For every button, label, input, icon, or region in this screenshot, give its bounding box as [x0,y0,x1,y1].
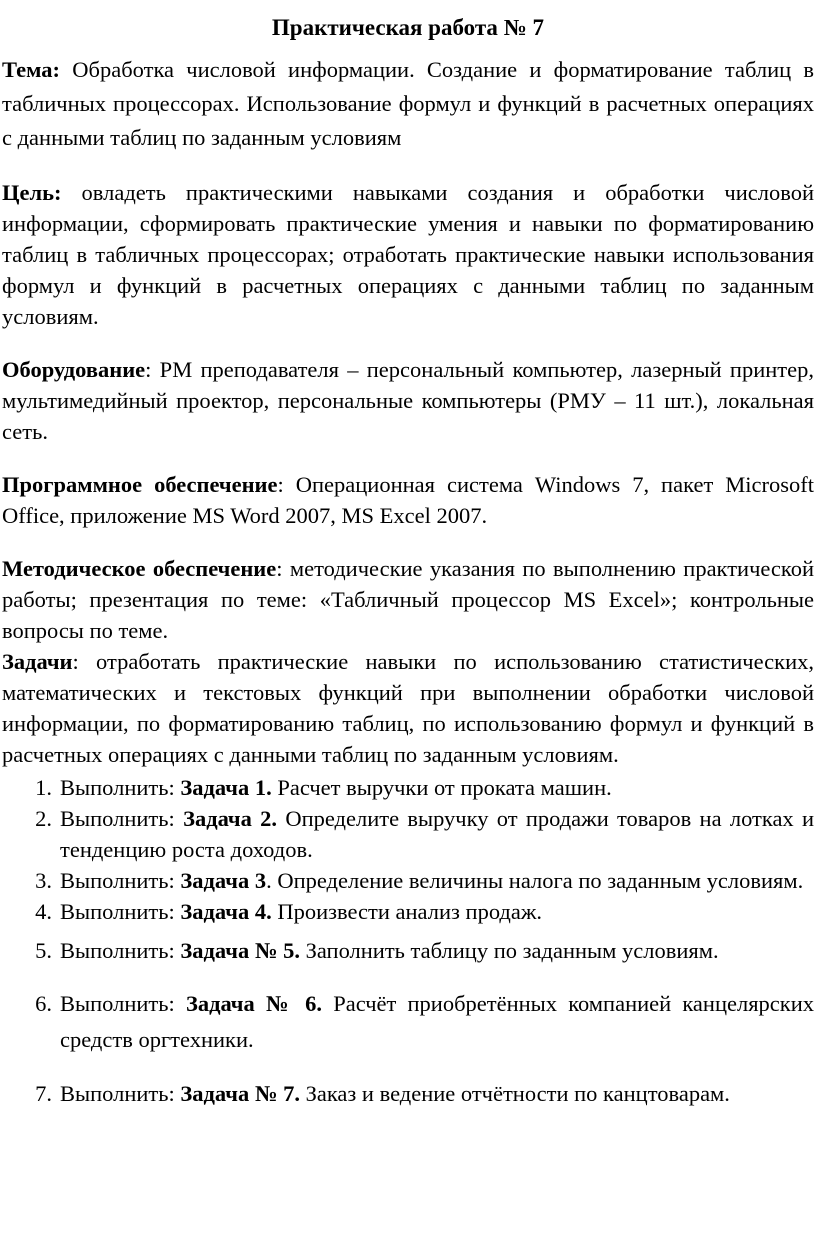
list-item-text: Произвести анализ продаж. [271,899,543,924]
list-item-task-title: Задача № 5. [180,938,300,963]
list-item-number: 1. [35,775,52,800]
list-item-prefix: Выполнить: [60,991,186,1016]
list-item [2,935,814,966]
topic-label: Тема: [2,57,61,82]
list-item-task-title: Задача 1. [180,775,272,800]
list-item-task-title: Задача 2. [183,806,278,831]
page-title: Практическая работа № 7 [271,15,545,40]
list-item [2,865,814,896]
goal-paragraph [2,177,814,332]
methods-label: Методическое обеспечение [2,556,277,581]
tasks-text: : отработать практические навыки по использованию статистических, математических и текстовых функций при выполнении обработки числовой информации, по форматированию таблиц, по использованию формул и функций в расчетных операциях с данными таблиц по заданным условиям. [2,649,814,767]
list-item [2,772,814,803]
list-item-prefix: Выполнить: [60,868,181,893]
task-list [2,772,814,1109]
list-item [2,986,814,1058]
methods-text: : методические указания по выполнению практической работы; презентация по теме: «Табличный процессор MS Excel»; контрольные вопросы по теме. [2,556,814,643]
equipment-label: Оборудование [2,357,146,382]
list-item-number: 4. [35,899,52,924]
list-item [2,803,814,865]
list-item-text: . Определение величины налога по заданным условиям. [266,868,804,893]
tasks-paragraph [2,646,814,770]
list-item-prefix: Выполнить: [60,1081,181,1106]
methods-paragraph [2,553,814,646]
list-item [2,1078,814,1109]
list-item-task-title: Задача № 7. [180,1081,300,1106]
list-item-number: 6. [35,991,52,1016]
list-item-text: Расчёт приобретённых компанией канцелярских средств оргтехники. [60,991,815,1052]
list-item [2,896,814,927]
topic-text: Обработка числовой информации. Создание и форматирование таблиц в табличных процессорах. Использование формул и функций в расчетных операциях с данными таблиц по заданным условиям [2,57,814,150]
list-item-task-title: Задача № 6. [185,991,323,1016]
list-item-text: Заказ и ведение отчётности по канцтоварам. [299,1081,730,1106]
list-item-number: 5. [35,938,52,963]
list-item-prefix: Выполнить: [60,899,181,924]
software-label: Программное обеспечение [2,472,278,497]
list-item-text: Заполнить таблицу по заданным условиям. [299,938,719,963]
software-paragraph [2,469,814,531]
list-item-prefix: Выполнить: [60,938,181,963]
goal-text: овладеть практическими навыками создания и обработки числовой информации, сформировать практические умения и навыки по форматированию таблиц в табличных процессорах; отработать практические навыки использования формул и функций в расчетных операциях с данными таблиц по заданным условиям. [2,180,814,329]
list-item-number: 3. [35,868,52,893]
tasks-label: Задачи [2,649,73,674]
software-text: : Операционная система Windows 7, пакет Microsoft Office, приложение MS Word 2007, MS Excel 2007. [2,472,814,528]
equipment-text: : РМ преподавателя – персональный компьютер, лазерный принтер, мультимедийный проектор, персональные компьютеры (РМУ – 11 шт.), локальная сеть. [2,357,814,444]
list-item-task-title: Задача 3 [180,868,267,893]
list-item-task-title: Задача 4. [180,899,272,924]
list-item-number: 7. [35,1081,52,1106]
list-item-text: Расчет выручки от проката машин. [271,775,612,800]
goal-label: Цель: [2,180,62,205]
topic-paragraph [2,53,814,155]
list-item-prefix: Выполнить: [60,775,181,800]
equipment-paragraph [2,354,814,447]
list-item-prefix: Выполнить: [60,806,184,831]
list-item-number: 2. [35,806,52,831]
list-item-text: Определите выручку от продажи товаров на лотках и тенденцию роста доходов. [60,806,815,862]
